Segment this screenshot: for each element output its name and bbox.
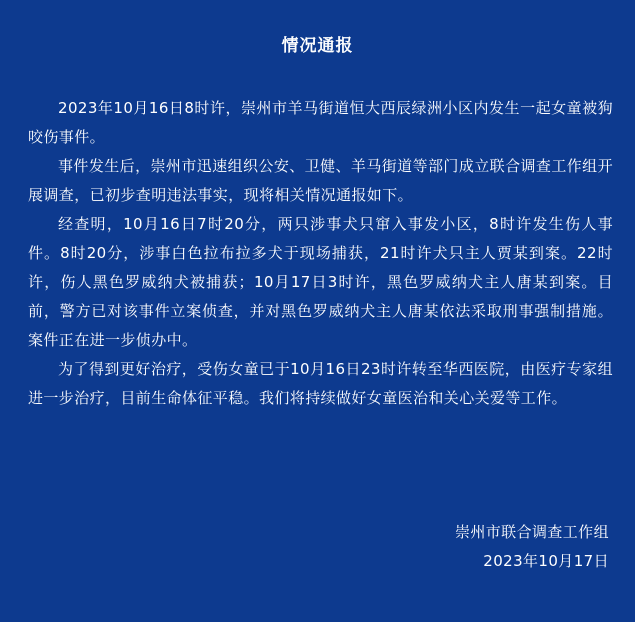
- signature-organization: 崇州市联合调查工作组: [454, 523, 609, 541]
- signature-block: [455, 518, 609, 576]
- paragraph-incident: 2023年10月16日8时许，崇州市羊马街道恒大西辰绿洲小区内发生一起女童被狗咬伤事件。: [28, 99, 613, 146]
- notice-title: 情况通报: [281, 36, 354, 56]
- notice-body: [28, 94, 613, 413]
- paragraph-investigation: 经查明，10月16日7时20分，两只涉事犬只窜入事发小区，8时许发生伤人事件。8时20分，涉事白色拉布拉多犬于现场捕获，21时许犬只主人贾某到案。22时许，伤人黑色罗威纳犬被捕获；10月17日3时许，黑色罗威纳犬主人唐某到案。目前，警方已对该事件立案侦查，并对黑色罗威纳犬主人唐某依法采取刑事强制措施。案件正在进一步侦办中。: [28, 215, 613, 349]
- paragraph-treatment: 为了得到更好治疗，受伤女童已于10月16日23时许转至华西医院，由医疗专家组进一步治疗，目前生命体征平稳。我们将持续做好女童医治和关心关爱等工作。: [28, 360, 613, 407]
- signature-date: 2023年10月17日: [483, 552, 609, 570]
- paragraph-response: 事件发生后，崇州市迅速组织公安、卫健、羊马街道等部门成立联合调查工作组开展调查，已初步查明违法事实，现将相关情况通报如下。: [28, 157, 613, 204]
